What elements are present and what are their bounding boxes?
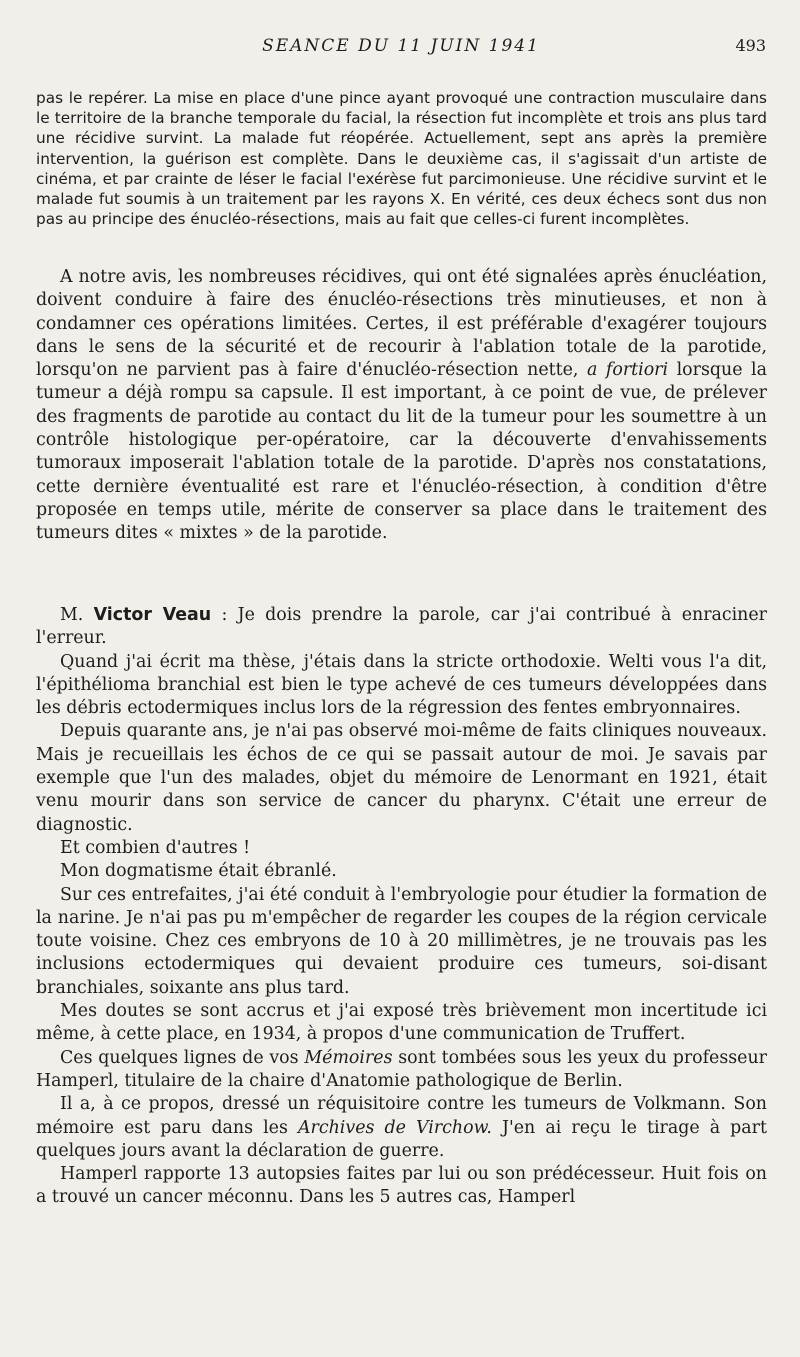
paragraph: Mon dogmatisme était ébranlé. [60,861,337,882]
text-run: M. [60,605,94,625]
text-run: A notre avis, les nombreuses récidives, qui ont été signalées après énucléation, doivent conduire à faire des énucléo-résections très minutieuses, et non à condamner ces opérations limitées. Certes, il est préférable d'exagérer toujours dans le sens de la sécurité et de recourir à l'ablation totale de la parotide, lorsqu'on ne parvient pas à faire d'énucléo-résection nette, [36,267,767,381]
text-run: lorsque la tumeur a déjà rompu sa capsule. Il est important, à ce point de vue, de prélever des fragments de parotide au contact du lit de la tumeur pour les soumettre à un contrôle histologique per-opératoire, car la découverte d'envahissements tumoraux imposerait l'ablation totale de la parotide. D'après nos constatations, cette dernière éventualité est rare et l'énucléo-résection, à condition d'être proposée en temps utile, mérite de conserver sa place dans le traitement des tumeurs dites « mixtes » de la parotide. [36,360,767,544]
paragraph-discussion [36,266,767,546]
paragraph [36,1093,767,1163]
text-run: Ces quelques lignes de vos [60,1047,305,1068]
running-title: SEANCE DU 11 JUIN 1941 [262,36,540,56]
italic-text: a fortiori [587,360,669,381]
paragraph: Mes doutes se sont accrus et j'ai exposé très brièvement mon incertitude ici même, à cette place, en 1934, à propos d'une communication de Truffert. [36,1001,767,1045]
paragraph-speaker-intro [36,604,767,651]
main-paragraph-block [36,266,767,546]
small-print-paragraph [36,88,767,229]
text-run: sont tombées sous les yeux du professeur Hamperl, titulaire de la chaire d'Anatomie pathologique de Berlin. [36,1047,767,1091]
speaker-name: Victor Veau [93,605,212,625]
paragraph: Depuis quarante ans, je n'ai pas observé moi-même de faits cliniques nouveaux. Mais je recueillais les échos de ce qui se passait autour de moi. Je savais par exemple que l'un des malades, objet du mémoire de Lenormant en 1921, était venu mourir dans son service de cancer du pharynx. C'était une erreur de diagnostic. [36,721,767,835]
paragraph-continuation: pas le repérer. La mise en place d'une pince ayant provoqué une contraction musculaire dans le territoire de la branche temporale du facial, la résection fut incomplète et trois ans plus tard une récidive survint. La malade fut réopérée. Actuellement, sept ans après la première intervention, la guérison est complète. Dans le deuxième cas, il s'agissait d'un artiste de cinéma, et par crainte de léser le facial l'exérèse fut parcimonieuse. Une récidive survint et le malade fut soumis à un traitement par les rayons X. En vérité, ces deux échecs sont dus non pas au principe des énucléo-résections, mais au fait que celles-ci furent incomplètes. [36,89,767,229]
italic-text: Mémoires [304,1047,393,1068]
paragraph: Hamperl rapporte 13 autopsies faites par lui ou son prédécesseur. Huit fois on a trouvé un cancer méconnu. Dans les 5 autres cas, Hamperl [36,1164,767,1208]
text-run: : Je dois prendre la parole, car j'ai contribué à enraciner l'erreur. [36,605,767,649]
paragraph: Quand j'ai écrit ma thèse, j'étais dans la stricte orthodoxie. Welti vous l'a dit, l'épithélioma branchial est bien le type achevé de ces tumeurs développées dans les débris ectodermiques inclus lors de la régression des fentes embryonnaires. [36,651,767,719]
text-run: J'en ai reçu le tirage à part quelques jours avant la déclaration de guerre. [36,1117,767,1161]
italic-text: Archives de Virchow. [298,1117,492,1138]
paragraph: Et combien d'autres ! [60,837,251,858]
paragraph: Sur ces entrefaites, j'ai été conduit à l'embryologie pour étudier la formation de la narine. Je n'ai pas pu m'empêcher de regarder les coupes de la région cervicale toute voisine. Chez ces embryons de 10 à 20 millimètres, je ne trouvais pas les inclusions ectodermiques qui devaient produire ces tumeurs, soi-disant branchiales, soixante ans plus tard. [36,884,767,998]
intervention-block [36,604,767,1210]
paragraph [36,1047,767,1094]
page-header [36,36,766,60]
text-run: Il a, à ce propos, dressé un réquisitoire contre les tumeurs de Volkmann. Son mémoire est paru dans les [36,1094,767,1138]
page-number: 493 [735,36,766,55]
